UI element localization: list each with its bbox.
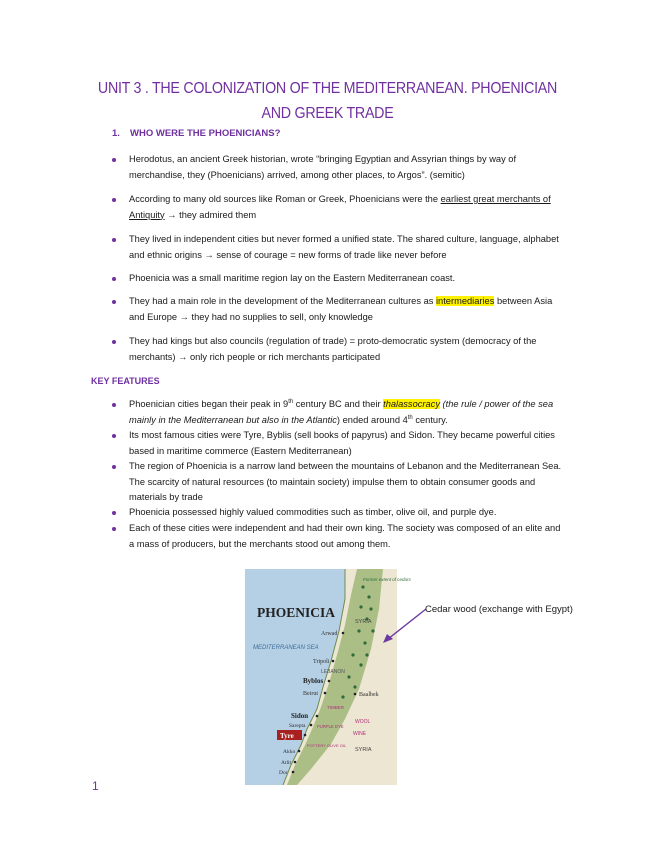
- map-label-beirut: Beirut: [303, 691, 318, 697]
- bullet-text: century.: [412, 414, 448, 425]
- map-cedar-extent-label: Former extent of cedars: [363, 577, 411, 582]
- map-sea-label: MEDITERRANEAN SEA: [253, 645, 319, 651]
- bullet-dot: [112, 527, 116, 531]
- map-label-pottery: POTTERY OLIVE OIL: [307, 743, 347, 748]
- map-label-syria-bottom: SYRIA: [355, 747, 372, 753]
- map-label-timber: TIMBER: [327, 705, 345, 710]
- bullet-dot: [112, 511, 116, 515]
- bullet-dot: [112, 277, 116, 281]
- map-label-akko: Akko: [283, 749, 296, 755]
- bullet-text: Herodotus, an ancient Greek historian, wrote “bringing Egyptian and Assyrian things by way of merchandise, they (Phoenicians) arrived, among other places, to Argos”. (semitic): [129, 154, 517, 180]
- superscript: th: [288, 398, 294, 405]
- map-label-dor: Dor: [279, 770, 288, 776]
- bullet-independent-cities: [129, 232, 562, 263]
- bullet-dot: [112, 403, 116, 407]
- bullet-intermediaries: [129, 294, 562, 325]
- bullet-text: Its most famous cities were Tyre, Byblis (sell books of papyrus) and Sidon. They became powerful cities based in maritime commerce (Eastern Mediterranean): [129, 430, 555, 456]
- bullet-text: They had kings but also councils (regulation of trade) = proto-democratic system (democracy of the merchants) → only rich people or rich merchants participated: [129, 336, 537, 362]
- map-label-byblos: Byblos: [303, 677, 324, 685]
- bullet-dot: [112, 465, 116, 469]
- map-label-baalbek: Baalbek: [359, 692, 379, 698]
- italic-text: (the rule / power of the sea mainly in the Mediterranean but also in the Atlantic: [129, 399, 554, 425]
- bullet-text: ) ended around 4: [336, 414, 408, 425]
- bullet-region: [129, 459, 562, 506]
- bullet-dot: [112, 300, 116, 304]
- phoenicia-map: [245, 569, 411, 785]
- bullet-maritime-region: [129, 271, 562, 287]
- section-heading-1: [112, 128, 280, 139]
- bullet-dot: [112, 434, 116, 438]
- section-heading-text: WHO WERE THE PHOENICIANS?: [130, 128, 281, 139]
- map-label-purple-dye: PURPLE DYE: [317, 724, 344, 729]
- map-label-tyre: Tyre: [280, 732, 294, 740]
- bullet-text: According to many old sources like Roman or Greek, Phoenicians were the: [129, 194, 441, 204]
- map-label-syria-top: SYRIA: [355, 619, 372, 625]
- map-title: PHOENICIA: [257, 605, 336, 620]
- bullet-text: Phoenician cities began their peak in 9: [129, 399, 289, 409]
- underlined-text: earliest great merchants of Antiquity: [129, 194, 551, 220]
- map-label-tripoli: Tripoli: [313, 659, 330, 665]
- map-label-arwad: Arwad: [321, 631, 338, 637]
- cedar-annotation: Cedar wood (exchange with Egypt): [425, 604, 573, 615]
- bullet-text: The region of Phoenicia is a narrow land between the mountains of Lebanon and the Mediterranean Sea. The scarcity of natural resources (to maintain society) impulse them to obtain consumer goods and materials by trade: [129, 461, 562, 502]
- bullet-text: They had a main role in the development of the Mediterranean cultures as: [129, 296, 436, 306]
- page-number: 1: [92, 779, 99, 793]
- annotation-arrow: [380, 605, 430, 645]
- superscript: th: [407, 414, 413, 421]
- page-title: UNIT 3 . THE COLONIZATION OF THE MEDITERRANEAN. PHOENICIAN AND GREEK TRADE: [97, 80, 558, 122]
- bullet-text: century BC and their: [293, 399, 384, 409]
- map-label-wool: WOOL: [355, 719, 371, 725]
- bullet-dot: [112, 158, 116, 162]
- bullet-famous-cities: [129, 428, 562, 459]
- bullet-text: → they admired them: [164, 209, 257, 220]
- map-label-sarepta: Sarepta: [289, 723, 306, 729]
- bullet-dot: [112, 198, 116, 202]
- bullet-thalassocracy: [129, 397, 562, 428]
- highlighted-text: thalassocracy: [383, 399, 440, 409]
- bullet-sources: [129, 192, 562, 223]
- bullet-commodities: [129, 505, 562, 521]
- map-label-sidon: Sidon: [291, 712, 309, 720]
- section-number: 1.: [112, 128, 120, 139]
- bullet-text: Phoenicia possessed highly valued commodities such as timber, olive oil, and purple dye.: [129, 507, 497, 517]
- key-features-heading: KEY FEATURES: [91, 376, 160, 386]
- map-label-lebanon: LEBANON: [321, 669, 345, 675]
- bullet-society: [129, 521, 562, 552]
- bullet-herodotus: [129, 152, 562, 183]
- map-label-wine: WINE: [353, 731, 367, 737]
- highlighted-text: intermediaries: [435, 296, 495, 306]
- bullet-text: Each of these cities were independent and had their own king. The society was composed of an elite and a mass of producers, but the merchants stood out among them.: [129, 523, 561, 549]
- bullet-text: between Asia and Europe → they had no supplies to sell, only knowledge: [129, 296, 553, 322]
- map-label-atlit: Atlit: [281, 760, 292, 766]
- bullet-text: They lived in independent cities but never formed a unified state. The shared culture, language, alphabet and ethnic origins → sense of courage = new forms of trade like never before: [129, 234, 559, 260]
- bullet-kings-councils: [129, 334, 562, 365]
- bullet-dot: [112, 238, 116, 242]
- bullet-text: Phoenicia was a small maritime region lay on the Eastern Mediterranean coast.: [129, 273, 456, 283]
- bullet-dot: [112, 340, 116, 344]
- arrow-line: [388, 609, 426, 639]
